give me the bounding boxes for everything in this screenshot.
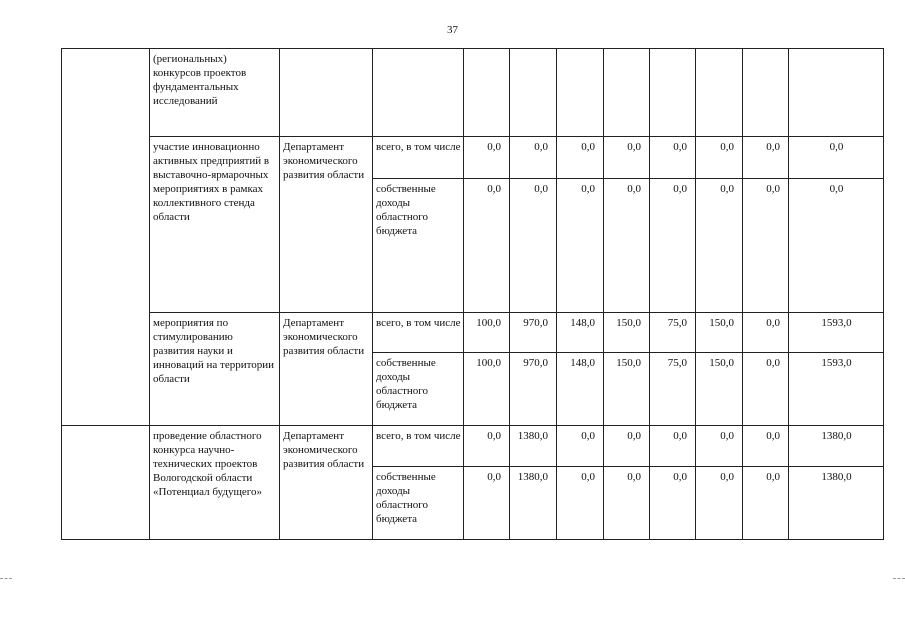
executor-cell: Департамент экономического развития области bbox=[280, 426, 373, 540]
value-cell: 0,0 bbox=[557, 467, 604, 540]
funding-source-cell: всего, в том числе bbox=[373, 137, 464, 179]
funding-source-cell: собственные доходы областного бюджета bbox=[373, 467, 464, 540]
value-cell: 100,0 bbox=[464, 313, 510, 353]
value-cell bbox=[557, 49, 604, 137]
value-cell: 150,0 bbox=[604, 313, 650, 353]
value-cell: 0,0 bbox=[696, 137, 743, 179]
value-cell: 148,0 bbox=[557, 353, 604, 426]
value-cell: 0,0 bbox=[464, 137, 510, 179]
value-cell: 970,0 bbox=[510, 313, 557, 353]
value-cell: 0,0 bbox=[650, 467, 696, 540]
value-cell: 0,0 bbox=[743, 426, 789, 467]
page-number: 37 bbox=[447, 24, 458, 36]
event-cell: участие инновационно активных предприятий в выставочно-ярмарочных мероприятиях в рамках коллективного стенда области bbox=[150, 137, 280, 313]
value-cell: 0,0 bbox=[557, 426, 604, 467]
funding-source-cell: собственные доходы областного бюджета bbox=[373, 353, 464, 426]
total-cell: 1593,0 bbox=[789, 353, 884, 426]
event-cell: (региональных) конкурсов проектов фундаментальных исследований bbox=[150, 49, 280, 137]
value-cell: 0,0 bbox=[696, 467, 743, 540]
funding-source-cell: всего, в том числе bbox=[373, 426, 464, 467]
value-cell: 0,0 bbox=[604, 467, 650, 540]
value-cell: 0,0 bbox=[557, 179, 604, 313]
executor-cell: Департамент экономического развития области bbox=[280, 137, 373, 313]
value-cell: 0,0 bbox=[743, 179, 789, 313]
executor-cell: Департамент экономического развития области bbox=[280, 313, 373, 426]
executor-cell bbox=[280, 49, 373, 137]
value-cell: 0,0 bbox=[510, 179, 557, 313]
value-cell: 0,0 bbox=[464, 467, 510, 540]
total-cell bbox=[789, 49, 884, 137]
table-row bbox=[62, 137, 884, 179]
value-cell bbox=[743, 49, 789, 137]
table-row bbox=[62, 313, 884, 353]
value-cell: 0,0 bbox=[743, 313, 789, 353]
value-cell: 0,0 bbox=[743, 137, 789, 179]
value-cell: 150,0 bbox=[604, 353, 650, 426]
value-cell: 0,0 bbox=[464, 179, 510, 313]
value-cell: 1380,0 bbox=[510, 426, 557, 467]
table-row bbox=[62, 49, 884, 137]
event-cell: проведение областного конкурса научно-технических проектов Вологодской области «Потенциал будущего» bbox=[150, 426, 280, 540]
value-cell: 0,0 bbox=[743, 353, 789, 426]
empty-index-cell bbox=[62, 49, 150, 426]
value-cell bbox=[604, 49, 650, 137]
funding-source-cell: собственные доходы областного бюджета bbox=[373, 179, 464, 313]
value-cell bbox=[696, 49, 743, 137]
value-cell: 150,0 bbox=[696, 353, 743, 426]
value-cell: 1380,0 bbox=[510, 467, 557, 540]
value-cell: 0,0 bbox=[743, 467, 789, 540]
value-cell bbox=[464, 49, 510, 137]
value-cell: 150,0 bbox=[696, 313, 743, 353]
value-cell: 148,0 bbox=[557, 313, 604, 353]
value-cell: 970,0 bbox=[510, 353, 557, 426]
value-cell: 0,0 bbox=[557, 137, 604, 179]
value-cell: 0,0 bbox=[650, 137, 696, 179]
table-body bbox=[62, 49, 884, 540]
value-cell bbox=[510, 49, 557, 137]
value-cell: 75,0 bbox=[650, 353, 696, 426]
funding-source-cell: всего, в том числе bbox=[373, 313, 464, 353]
value-cell: 0,0 bbox=[650, 426, 696, 467]
value-cell: 0,0 bbox=[650, 179, 696, 313]
value-cell: 0,0 bbox=[604, 137, 650, 179]
value-cell: 0,0 bbox=[696, 179, 743, 313]
value-cell: 0,0 bbox=[604, 426, 650, 467]
value-cell: 100,0 bbox=[464, 353, 510, 426]
total-cell: 1380,0 bbox=[789, 426, 884, 467]
budget-table bbox=[61, 48, 884, 540]
value-cell: 75,0 bbox=[650, 313, 696, 353]
total-cell: 1380,0 bbox=[789, 467, 884, 540]
value-cell: 0,0 bbox=[604, 179, 650, 313]
total-cell: 0,0 bbox=[789, 179, 884, 313]
value-cell bbox=[650, 49, 696, 137]
value-cell: 0,0 bbox=[464, 426, 510, 467]
event-cell: мероприятия по стимулированию развития науки и инноваций на территории области bbox=[150, 313, 280, 426]
margin-mark-left bbox=[0, 578, 12, 579]
total-cell: 0,0 bbox=[789, 137, 884, 179]
table-row bbox=[62, 426, 884, 467]
total-cell: 1593,0 bbox=[789, 313, 884, 353]
value-cell: 0,0 bbox=[696, 426, 743, 467]
empty-index-cell bbox=[62, 426, 150, 540]
margin-mark-right bbox=[893, 578, 905, 579]
funding-source-cell bbox=[373, 49, 464, 137]
value-cell: 0,0 bbox=[510, 137, 557, 179]
